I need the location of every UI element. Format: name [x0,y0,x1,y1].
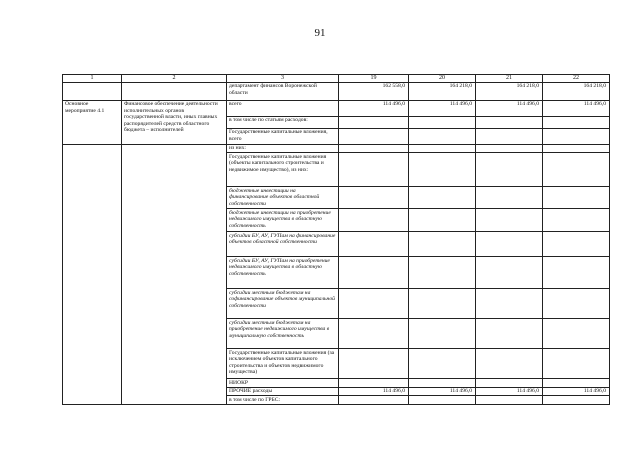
value-cell [339,319,409,349]
value-cell: 114 496,0 [409,100,476,116]
column-header: 3 [227,75,339,83]
table-header-row [63,75,610,83]
value-cell [476,116,543,128]
value-cell [339,116,409,128]
event-description: Финансовое обеспечение деятельности исполнительных органов государственной власти, иных главных распорядителей средств областного бюджета – исполнителей [122,100,227,144]
value-cell: 114 496,0 [543,387,610,396]
row-label: департамент финансов Воронежской области [227,82,339,100]
row-label: субсидии БУ, АУ, ГУПам на финансирование объектов областной собственности [227,232,339,257]
value-cell [409,232,476,257]
value-cell [476,379,543,388]
column-header: 2 [122,75,227,83]
value-cell [543,144,610,153]
value-cell [476,144,543,153]
value-cell [339,153,409,187]
row-label: из них: [227,144,339,153]
value-cell [339,187,409,209]
value-cell [476,153,543,187]
row-label: бюджетные инвестиции на приобретение недвижимого имущества в областную собственность [227,209,339,232]
value-cell [543,349,610,379]
column-header: 22 [543,75,610,83]
value-cell [543,379,610,388]
value-cell [543,396,610,405]
value-cell [543,116,610,128]
row-label: НИОКР [227,379,339,388]
value-cell [543,319,610,349]
value-cell [339,349,409,379]
column-header: 1 [63,75,122,83]
value-cell [339,289,409,319]
value-cell: 114 496,0 [476,387,543,396]
value-cell [409,379,476,388]
value-cell [409,116,476,128]
value-cell [543,289,610,319]
column-header: 19 [339,75,409,83]
value-cell: 114 496,0 [409,387,476,396]
value-cell [476,187,543,209]
table-row [63,82,610,100]
row-label: ПРОЧИЕ расходы [227,387,339,396]
value-cell [543,257,610,289]
row-label: субсидии местным бюджетам на приобретение недвижимого имущества в муниципальную собственность [227,319,339,349]
value-cell [339,232,409,257]
value-cell: 114 496,0 [339,100,409,116]
value-cell [543,128,610,144]
value-cell [409,153,476,187]
value-cell [409,349,476,379]
value-cell [409,319,476,349]
value-cell [543,209,610,232]
row-label: бюджетные инвестиции на финансирование объектов областной собственности [227,187,339,209]
value-cell [543,187,610,209]
row-label: субсидии местным бюджетам на софинансирование объектов муниципальной собственности [227,289,339,319]
row-label: в том числе по статьям расходов: [227,116,339,128]
value-cell [339,209,409,232]
event-name: Основное мероприятие 4.1 [63,100,122,144]
value-cell [476,289,543,319]
row-label: субсидии БУ, АУ, ГУПам на приобретение недвижимого имущества в областную собственность [227,257,339,289]
row-label: Государственные капитальные вложения (за исключением объектов капитального строительства и объектов недвижимого имущества) [227,349,339,379]
value-cell [339,257,409,289]
value-cell [409,209,476,232]
value-cell: 114 496,0 [339,387,409,396]
value-cell [409,128,476,144]
value-cell [476,232,543,257]
value-cell [409,257,476,289]
table-row [63,100,610,116]
value-cell [339,144,409,153]
column-header: 21 [476,75,543,83]
value-cell [339,128,409,144]
value-cell [339,379,409,388]
page-number: 91 [314,27,326,39]
value-cell [476,349,543,379]
value-cell [476,257,543,289]
value-cell [339,396,409,405]
value-cell [476,396,543,405]
value-cell [476,319,543,349]
value-cell [543,153,610,187]
value-cell: 162 558,0 [339,82,409,100]
row-label: Государственные капитальные вложения, всего [227,128,339,144]
budget-table [62,74,610,405]
value-cell [409,187,476,209]
value-cell: 164 218,0 [409,82,476,100]
row-label: в том числе по ГРБС: [227,396,339,405]
value-cell [409,396,476,405]
value-cell [476,209,543,232]
value-cell: 164 218,0 [543,82,610,100]
value-cell [409,144,476,153]
row-label: всего [227,100,339,116]
column-header: 20 [409,75,476,83]
value-cell [543,232,610,257]
value-cell [476,128,543,144]
value-cell [409,289,476,319]
value-cell: 114 496,0 [476,100,543,116]
value-cell: 114 496,0 [543,100,610,116]
table-row [63,144,610,153]
value-cell: 164 218,0 [476,82,543,100]
row-label: Государственные капитальные вложения (объекты капитального строительства и недвижимое имущество), из них: [227,153,339,187]
